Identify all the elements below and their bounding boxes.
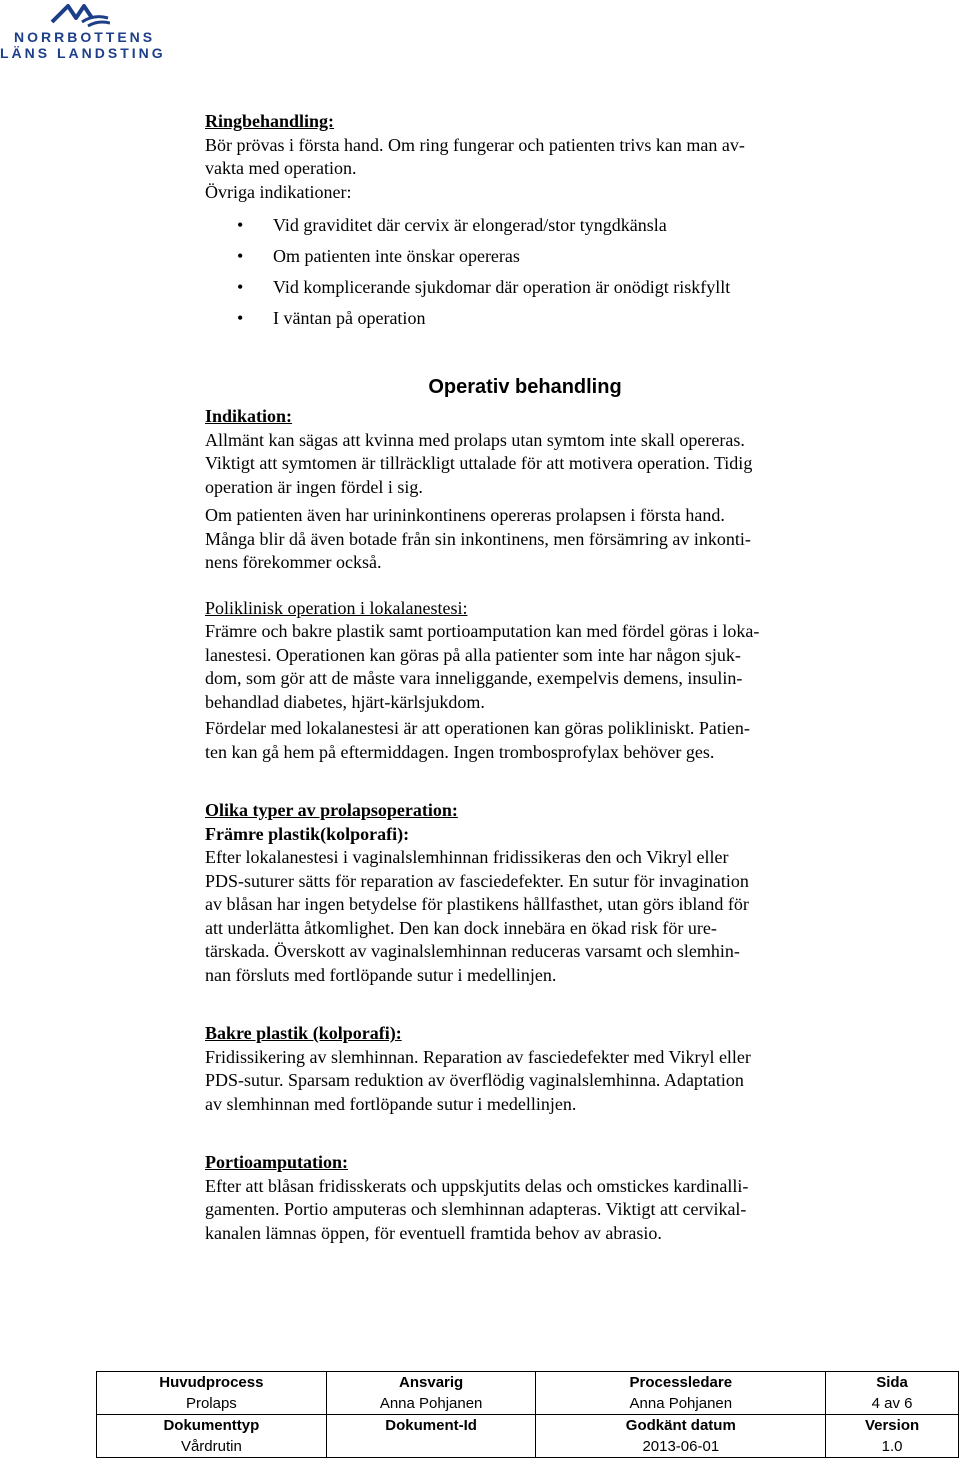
portio-line1: Efter att blåsan fridisskerats och uppskjutits delas och omstickes kardinalli- <box>205 1175 749 1196</box>
framre-line6: nan försluts med fortlöpande sutur i medellinjen. <box>205 964 557 985</box>
poliklinisk-p1-line3: dom, som gör att de måste vara inneliggande, exempelvis demens, insulin- <box>205 668 743 688</box>
logo-text-line1: NORRBOTTENS <box>14 29 156 45</box>
huvudprocess-cell <box>97 1372 327 1415</box>
dokumentid-label: Dokument-Id <box>385 1417 477 1434</box>
operativ-p1-line2: Viktigt att symtomen är tillräckligt uttalade för att motivera operation. Tidig <box>205 453 753 473</box>
list-item: • I väntan på operation <box>205 303 845 334</box>
bakre-heading: Bakre plastik (kolporafi): <box>205 1023 402 1043</box>
sida-value: 4 av 6 <box>871 1395 913 1412</box>
ansvarig-label: Ansvarig <box>399 1374 464 1391</box>
indications-list <box>205 210 845 334</box>
operativ-p2-line3: nens förekommer också. <box>205 552 382 572</box>
version-value: 1.0 <box>881 1438 903 1455</box>
godkant-value: 2013-06-01 <box>642 1438 720 1455</box>
logo-wave-icon <box>48 0 110 28</box>
framre-line2: PDS-suturer sätts för reparation av fasciedefekter. En sutur för invagination <box>205 870 749 891</box>
operativ-p1-line3: operation är ingen fördel i sig. <box>205 476 423 497</box>
logo-text-line2: LÄNS LANDSTING <box>0 45 166 61</box>
portio-line2: gamenten. Portio amputeras och slemhinnan adapteras. Viktigt att cervikal- <box>205 1199 747 1219</box>
bakre-line2: PDS-sutur. Sparsam reduktion av överflödig vaginalslemhinna. Adaptation <box>205 1070 744 1090</box>
dokumenttyp-value: Vårdrutin <box>180 1438 242 1455</box>
ring-heading: Ringbehandling: <box>205 111 335 131</box>
huvudprocess-label: Huvudprocess <box>159 1374 264 1391</box>
framre-line5: tärskada. Överskott av vaginalslemhinnan reduceras varsamt och slemhin- <box>205 941 740 961</box>
operativ-p2-line2: Många blir då även botade från sin inkontinens, men försämring av inkonti- <box>205 528 751 549</box>
list-item: • Vid graviditet där cervix är elongerad/stor tyngdkänsla <box>205 210 845 241</box>
framre-plastik-heading: Främre plastik(kolporafi): <box>205 823 410 844</box>
poliklinisk-p2-line2: ten kan gå hem på eftermiddagen. Ingen trombosprofylax behöver ges. <box>205 741 715 762</box>
processledare-cell <box>536 1372 826 1415</box>
version-cell <box>826 1415 959 1458</box>
other-indications-heading: Övriga indikationer: <box>205 181 352 202</box>
operativ-p1-line1: Allmänt kan sägas att kvinna med prolaps utan symtom inte skall opereras. <box>205 429 745 450</box>
document-body <box>205 110 845 1245</box>
framre-line4: att underlätta åtkomlighet. Den kan dock innebära en ökad risk för ure- <box>205 917 717 938</box>
operativ-p2-line1: Om patienten även har urininkontinens opereras prolapsen i första hand. <box>205 505 725 525</box>
poliklinisk-p1-line2: lanestesi. Operationen kan göras på alla patienter som inte har någon sjuk- <box>205 644 741 665</box>
bakre-line1: Fridissikering av slemhinnan. Reparation av fasciedefekter med Vikryl eller <box>205 1046 751 1067</box>
dokumenttyp-cell <box>97 1415 327 1458</box>
logo <box>0 0 170 62</box>
processledare-value: Anna Pohjanen <box>629 1395 733 1412</box>
framre-line3: av blåsan har ingen betydelse för plastikens hållfasthet, utan görs ibland för <box>205 894 749 914</box>
godkant-cell <box>536 1415 826 1458</box>
indikation-heading: Indikation: <box>205 406 293 426</box>
poliklinisk-heading: Poliklinisk operation i lokalanestesi: <box>205 597 468 618</box>
version-label: Version <box>864 1417 920 1434</box>
huvudprocess-value: Prolaps <box>185 1395 237 1412</box>
poliklinisk-p1-line4: behandlad diabetes, hjärt-kärlsjukdom. <box>205 691 485 712</box>
portio-heading: Portioamputation: <box>205 1152 348 1172</box>
bakre-line3: av slemhinnan med fortlöpande sutur i medellinjen. <box>205 1093 577 1114</box>
dokumentid-cell <box>326 1415 536 1458</box>
godkant-label: Godkänt datum <box>625 1417 736 1434</box>
ansvarig-value: Anna Pohjanen <box>379 1395 483 1412</box>
sida-label: Sida <box>876 1374 908 1391</box>
framre-line1: Efter lokalanestesi i vaginalslemhinnan fridissikeras den och Vikryl eller <box>205 847 729 867</box>
ring-text-line2: vakta med operation. <box>205 158 357 178</box>
dokumenttyp-label: Dokumenttyp <box>163 1417 260 1434</box>
list-item: • Om patienten inte önskar opereras <box>205 241 845 272</box>
dokumentid-value <box>327 1436 536 1457</box>
poliklinisk-p2-line1: Fördelar med lokalanestesi är att operationen kan göras polikliniskt. Patien- <box>205 718 750 738</box>
document-footer-table <box>96 1371 959 1458</box>
list-item: • Vid komplicerande sjukdomar där operation är onödigt riskfyllt <box>205 272 845 303</box>
poliklinisk-p1-line1: Främre och bakre plastik samt portioamputation kan med fördel göras i loka- <box>205 621 760 641</box>
portio-line3: kanalen lämnas öppen, för eventuell framtida behov av abrasio. <box>205 1222 662 1243</box>
sida-cell <box>826 1372 959 1415</box>
ring-text-line1: Bör prövas i första hand. Om ring fungerar och patienten trivs kan man av- <box>205 134 745 155</box>
ansvarig-cell <box>326 1372 536 1415</box>
processledare-label: Processledare <box>629 1374 733 1391</box>
olika-heading: Olika typer av prolapsoperation: <box>205 800 458 820</box>
section-title-operativ: Operativ behandling <box>428 376 622 398</box>
